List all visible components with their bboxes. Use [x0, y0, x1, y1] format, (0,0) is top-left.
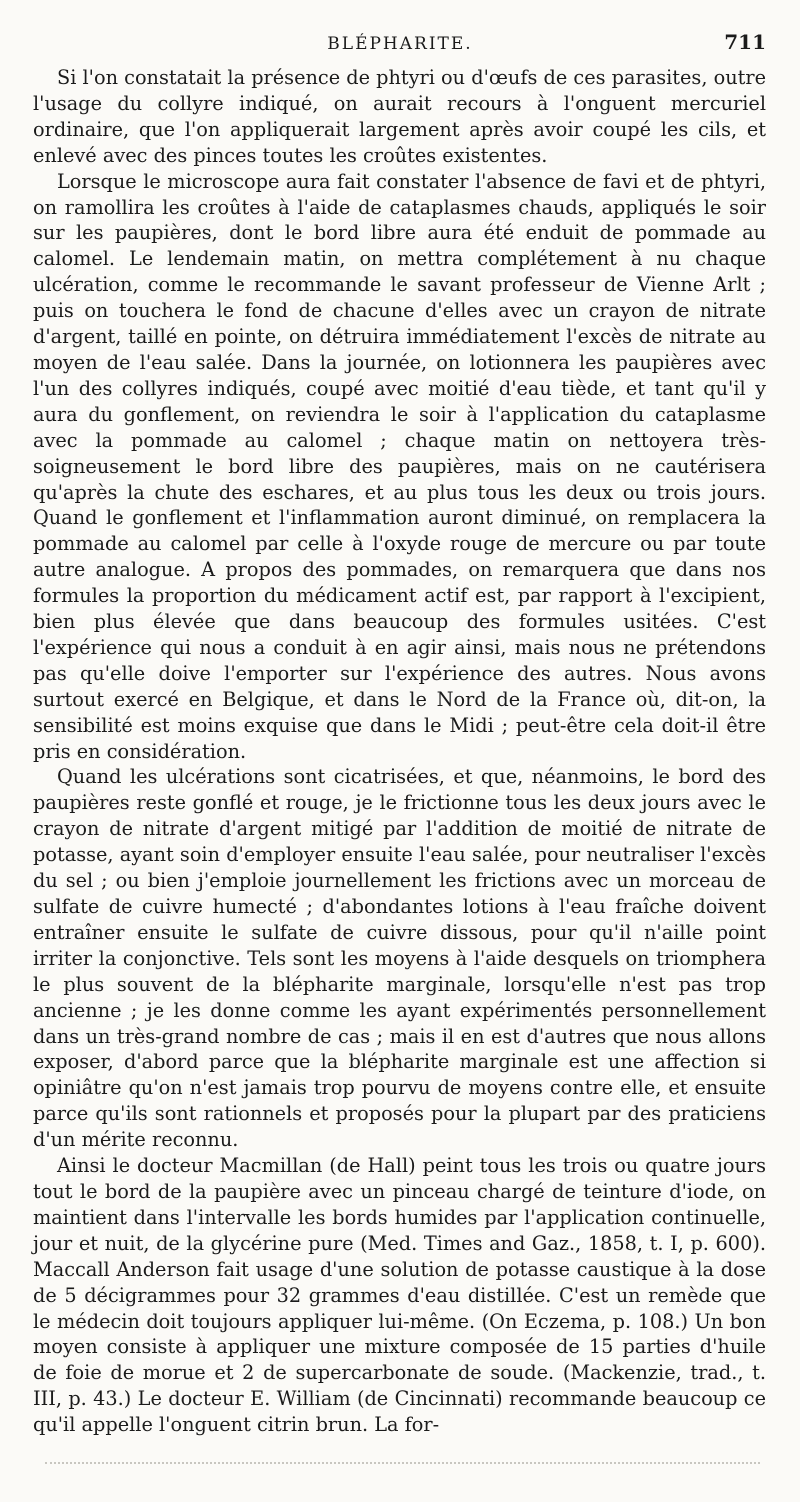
paragraph-other-remedies: Ainsi le docteur Macmillan (de Hall) peint tous les trois ou quatre jours tout le bord de la paupière avec un pinceau chargé de teinture d'iode, on maintient dans l'intervalle les bords humides par l'application continuelle, jour et nuit, de la glycérine pure (Med. Times and Gaz., 1858, t. I, p. 600). Maccall Anderson fait usage d'une solution de potasse caustique à la dose de 5 décigrammes pour 32 grammes d'eau distillée. C'est un remède que le médecin doit toujours appliquer lui-même. (On Eczema, p. 108.) Un bon moyen consiste à appliquer une mixture composée de 15 parties d'huile de foie de morue et 2 de supercarbonate de soude. (Mackenzie, trad., t. III, p. 43.) Le docteur E. William (de Cincinnati) recommande beaucoup ce qu'il appelle l'onguent citrin brun. La for- — [33, 1154, 766, 1437]
paragraph-microscope-treatment: Lorsque le microscope aura fait constater l'absence de favi et de phtyri, on ramollira les croûtes à l'aide de cataplasmes chauds, appliqués le soir sur les paupières, dont le bord libre aura été enduit de pommade au calomel. Le lendemain matin, on mettra complétement à nu chaque ulcération, comme le recommande le savant professeur de Vienne Arlt ; puis on touchera le fond de chacune d'elles avec un crayon de nitrate d'argent, taillé en pointe, on détruira immédiatement l'excès de nitrate au moyen de l'eau salée. Dans la journée, on lotionnera les paupières avec l'un des collyres indiqués, coupé avec moitié d'eau tiède, et tant qu'il y aura du gonflement, on reviendra le soir à l'application du cataplasme avec la pommade au calomel ; chaque matin on nettoyera très-soigneusement le bord libre des paupières, mais on ne cautérisera qu'après la chute des eschares, et au plus tous les deux ou trois jours. Quand le gonflement et l'inflammation auront diminué, on remplacera la pommade au calomel par celle à l'oxyde rouge de mercure ou par toute autre analogue. A propos des pommades, on remarquera que dans nos formules la proportion du médicament actif est, par rapport à l'excipient, bien plus élevée que dans beaucoup des formules usitées. C'est l'expérience qui nous a conduit à en agir ainsi, mais nous ne prétendons pas qu'elle doive l'emporter sur l'expérience des autres. Nous avons surtout exercé en Belgique, et dans le Nord de la France où, dit-on, la sensibilité est moins exquise que dans le Midi ; peut-être cela doit-il être pris en considération. — [33, 169, 766, 763]
running-head — [0, 30, 800, 60]
footer-rule — [45, 1462, 760, 1464]
page-number: 711 — [724, 30, 766, 54]
running-title: BLÉPHARITE. — [327, 34, 473, 54]
body-text — [33, 65, 766, 1438]
paragraph-phtyri: Si l'on constatait la présence de phtyri ou d'œufs de ces parasites, outre l'usage du collyre indiqué, on aurait recours à l'onguent mercuriel ordinaire, que l'on appliquerait largement après avoir coupé les cils, et enlevé avec des pinces toutes les croûtes existentes. — [33, 66, 766, 167]
paragraph-cicatrisation: Quand les ulcérations sont cicatrisées, et que, néanmoins, le bord des paupières reste gonflé et rouge, je le frictionne tous les deux jours avec le crayon de nitrate d'argent mitigé par l'addition de moitié de nitrate de potasse, ayant soin d'employer ensuite l'eau salée, pour neutraliser l'excès du sel ; ou bien j'emploie journellement les frictions avec un morceau de sulfate de cuivre humecté ; d'abondantes lotions à l'eau fraîche doivent entraîner ensuite le sulfate de cuivre dissous, pour qu'il n'aille point irriter la conjonctive. Tels sont les moyens à l'aide desquels on triomphera le plus souvent de la blépharite marginale, lorsqu'elle n'est pas trop ancienne ; je les donne comme les ayant expérimentés personnellement dans un très-grand nombre de cas ; mais il en est d'autres que nous allons exposer, d'abord parce que la blépharite marginale est une affection si opiniâtre qu'on n'est jamais trop pourvu de moyens contre elle, et ensuite parce qu'ils sont rationnels et proposés pour la plupart par des praticiens d'un mérite reconnu. — [33, 765, 766, 1152]
